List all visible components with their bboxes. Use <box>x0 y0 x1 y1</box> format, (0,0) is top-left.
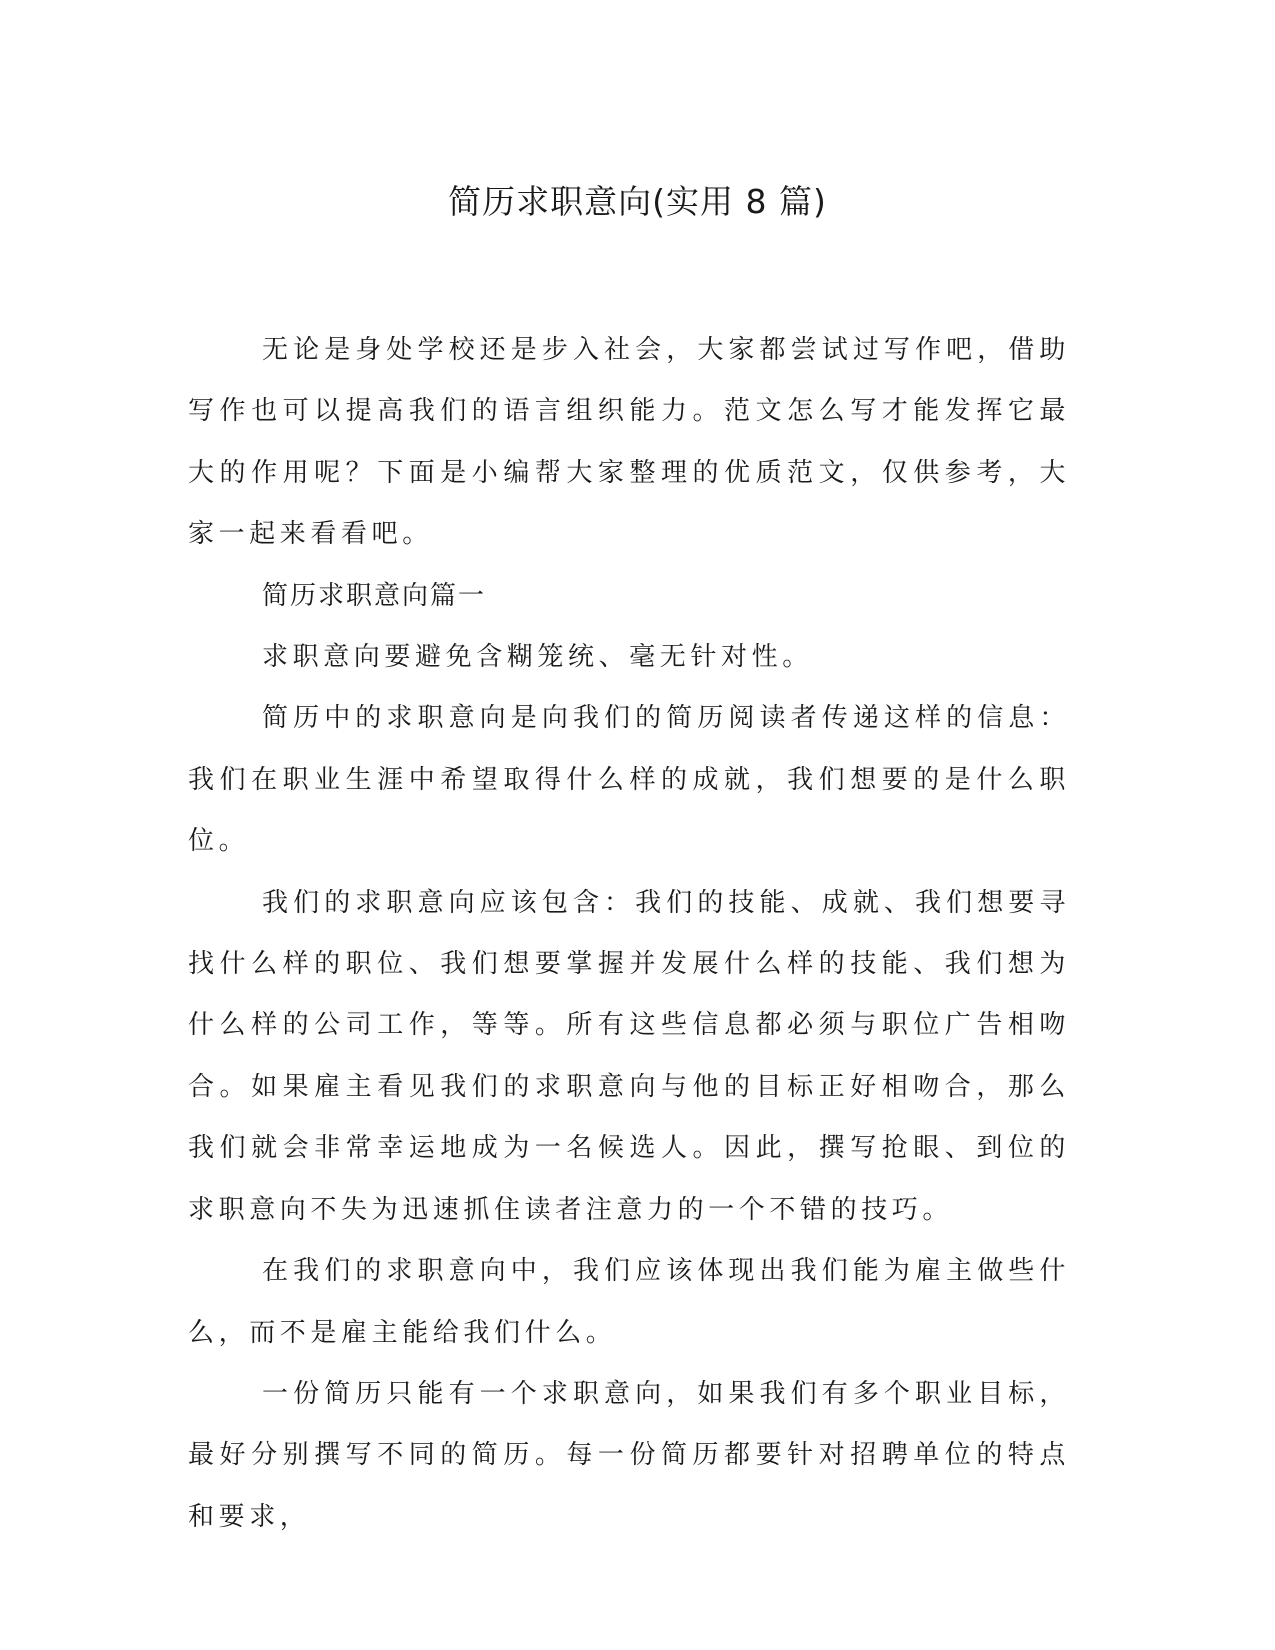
body-paragraph: 简历中的求职意向是向我们的简历阅读者传递这样的信息：我们在职业生涯中希望取得什么样的成就，我们想要的是什么职位。 <box>188 703 1070 857</box>
document-title: 简历求职意向(实用 8 篇) <box>448 182 827 221</box>
body-paragraph: 我们的求职意向应该包含：我们的技能、成就、我们想要寻找什么样的职位、我们想要掌握并发展什么样的技能、我们想为什么样的公司工作，等等。所有这些信息都必须与职位广告相吻合。如果雇主看见我们的求职意向与他的目标正好相吻合，那么我们就会非常幸运地成为一名候选人。因此，撰写抢眼、到位的求职意向不失为迅速抓住读者注意力的一个不错的技巧。 <box>188 887 1070 1225</box>
document-body <box>188 320 1070 1548</box>
body-paragraph: 一份简历只能有一个求职意向，如果我们有多个职业目标，最好分别撰写不同的简历。每一份简历都要针对招聘单位的特点和要求， <box>188 1378 1070 1532</box>
section-heading: 简历求职意向篇一 <box>262 580 487 611</box>
body-paragraph: 在我们的求职意向中，我们应该体现出我们能为雇主做些什么，而不是雇主能给我们什么。 <box>188 1256 1070 1348</box>
intro-paragraph: 无论是身处学校还是步入社会，大家都尝试过写作吧，借助写作也可以提高我们的语言组织能力。范文怎么写才能发挥它最大的作用呢？下面是小编帮大家整理的优质范文，仅供参考，大家一起来看看吧。 <box>188 335 1070 550</box>
body-paragraph: 求职意向要避免含糊笼统、毫无针对性。 <box>262 642 813 673</box>
